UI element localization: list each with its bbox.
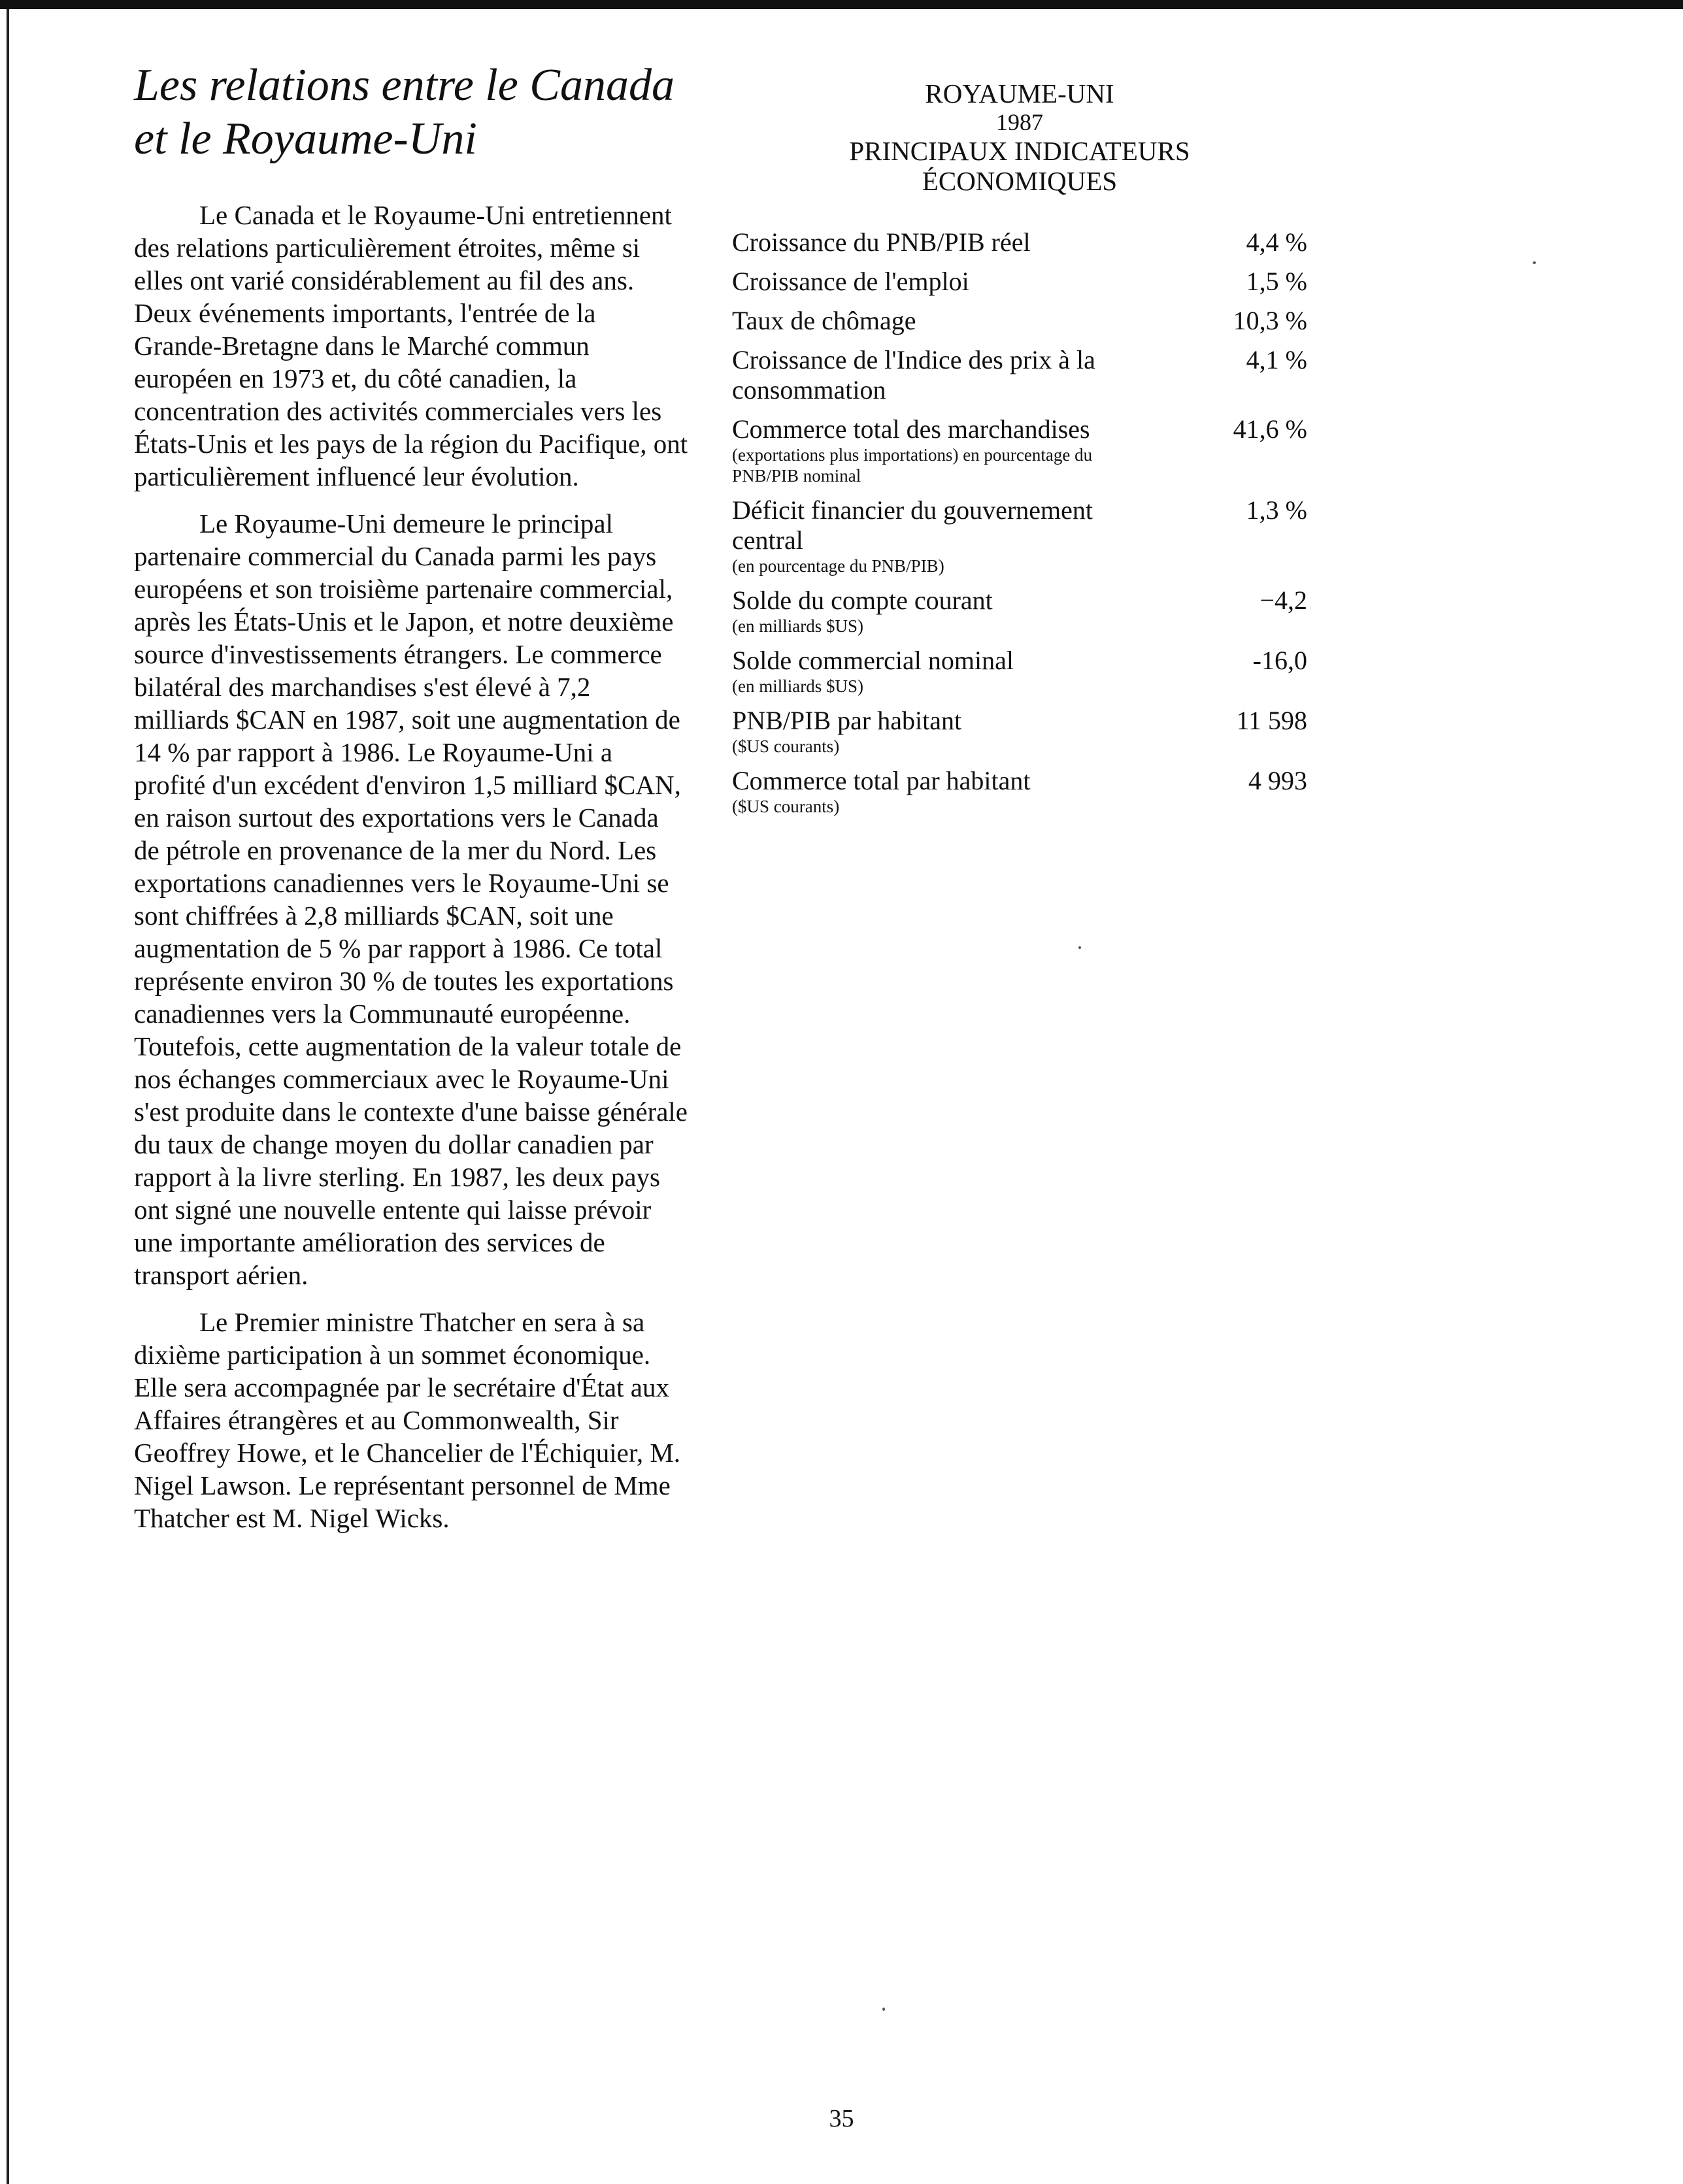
row-value: 11 598 (1236, 706, 1307, 735)
article-title (134, 59, 690, 166)
page-number: 35 (829, 2105, 854, 2132)
table-row (732, 495, 1307, 576)
table-row (732, 706, 1307, 757)
row-value: 1,5 % (1246, 267, 1307, 296)
row-value: 4 993 (1248, 766, 1307, 795)
row-value: 1,3 % (1246, 495, 1307, 525)
table-country: ROYAUME-UNI (925, 78, 1114, 108)
row-label: Croissance de l'Indice des prix à la consommation (732, 345, 1095, 405)
row-label: Déficit financier du gouvernement central (732, 495, 1093, 555)
table-row (732, 414, 1307, 486)
row-value: 10,3 % (1233, 306, 1307, 335)
row-label: Solde du compte courant (732, 586, 993, 615)
indicators-table (732, 78, 1307, 826)
page-top-border (0, 0, 1683, 9)
paragraph-1: Le Canada et le Royaume-Uni entretiennent des relations particulièrement étroites, même si elles ont varié considérablement au fil des ans. Deux événements importants, l'entrée de la Grande-Bretagne dans le Marché commun européen en 1973 et, du côté canadien, la concentration des activités commerciales vers les États-Unis et les pays de la région du Pacifique, ont particulièrement influencé leur évolution. (134, 200, 688, 491)
table-row (732, 586, 1307, 637)
scan-speck (1533, 261, 1536, 264)
row-value: 4,4 % (1246, 227, 1307, 257)
row-note: ($US courants) (732, 797, 840, 816)
row-label: Taux de chômage (732, 306, 916, 335)
paragraph-2: Le Royaume-Uni demeure le principal partenaire commercial du Canada parmi les pays européens et son troisième partenaire commercial, après les États-Unis et le Japon, et notre deuxième source d'investissements étrangers. Le commerce bilatéral des marchandises s'est élevé à 7,2 milliards $CAN en 1987, soit une augmentation de 14 % par rapport à 1986. Le Royaume-Uni a profité d'un excédent d'environ 1,5 milliard $CAN, en raison surtout des exportations vers le Canada de pétrole en provenance de la mer du Nord. Les exportations canadiennes vers le Royaume-Uni se sont chiffrées à 2,8 milliards $CAN, soit une augmentation de 5 % par rapport à 1986. Ce total représente environ 30 % de toutes les exportations canadiennes vers la Communauté européenne. Toutefois, cette augmentation de la valeur totale de nos échanges commerciaux avec le Royaume-Uni s'est produite dans le contexte d'une baisse générale du taux de change moyen du dollar canadien par rapport à la livre sterling. En 1987, les deux pays ont signé une nouvelle entente qui laisse prévoir une importante amélioration des services de transport aérien. (134, 508, 688, 1290)
row-label: Croissance du PNB/PIB réel (732, 227, 1031, 257)
row-value: −4,2 (1259, 586, 1307, 615)
row-value: -16,0 (1252, 646, 1307, 675)
row-note: ($US courants) (732, 736, 840, 756)
table-row (732, 766, 1307, 817)
table-row (732, 306, 1307, 336)
scan-speck (1078, 946, 1081, 949)
table-row (732, 267, 1307, 297)
row-note: (en pourcentage du PNB/PIB) (732, 556, 944, 576)
row-value: 4,1 % (1246, 345, 1307, 374)
page-left-border (7, 9, 9, 2184)
table-row (732, 227, 1307, 257)
table-row (732, 345, 1307, 405)
table-row (732, 646, 1307, 697)
article-column (134, 59, 690, 1549)
row-note: (en milliards $US) (732, 616, 863, 636)
row-note: (exportations plus importations) en pourcentage du PNB/PIB nominal (732, 445, 1093, 486)
scan-speck (882, 2008, 885, 2011)
row-label: PNB/PIB par habitant (732, 706, 962, 735)
table-rows (732, 227, 1307, 817)
article-title-line-2: et le Royaume-Uni (134, 114, 477, 164)
row-label: Commerce total par habitant (732, 766, 1031, 795)
table-heading-line-1: PRINCIPAUX INDICATEURS (849, 136, 1190, 166)
row-value: 41,6 % (1233, 414, 1307, 444)
table-heading (732, 78, 1307, 196)
table-heading-line-2: ÉCONOMIQUES (922, 166, 1118, 196)
row-label: Solde commercial nominal (732, 646, 1014, 675)
row-note: (en milliards $US) (732, 676, 863, 696)
article-body (134, 199, 690, 1534)
article-title-line-1: Les relations entre le Canada (134, 60, 675, 110)
row-label: Croissance de l'emploi (732, 267, 969, 296)
paragraph-3: Le Premier ministre Thatcher en sera à sa dixième participation à un sommet économique. Elle sera accompagnée par le secrétaire d'État aux Affaires étrangères et au Commonwealth, Sir Geoffrey Howe, et le Chancelier de l'Échiquier, M. Nigel Lawson. Le représentant personnel de Mme Thatcher est M. Nigel Wicks. (134, 1307, 681, 1533)
row-label: Commerce total des marchandises (732, 414, 1090, 444)
table-year: 1987 (996, 109, 1043, 135)
